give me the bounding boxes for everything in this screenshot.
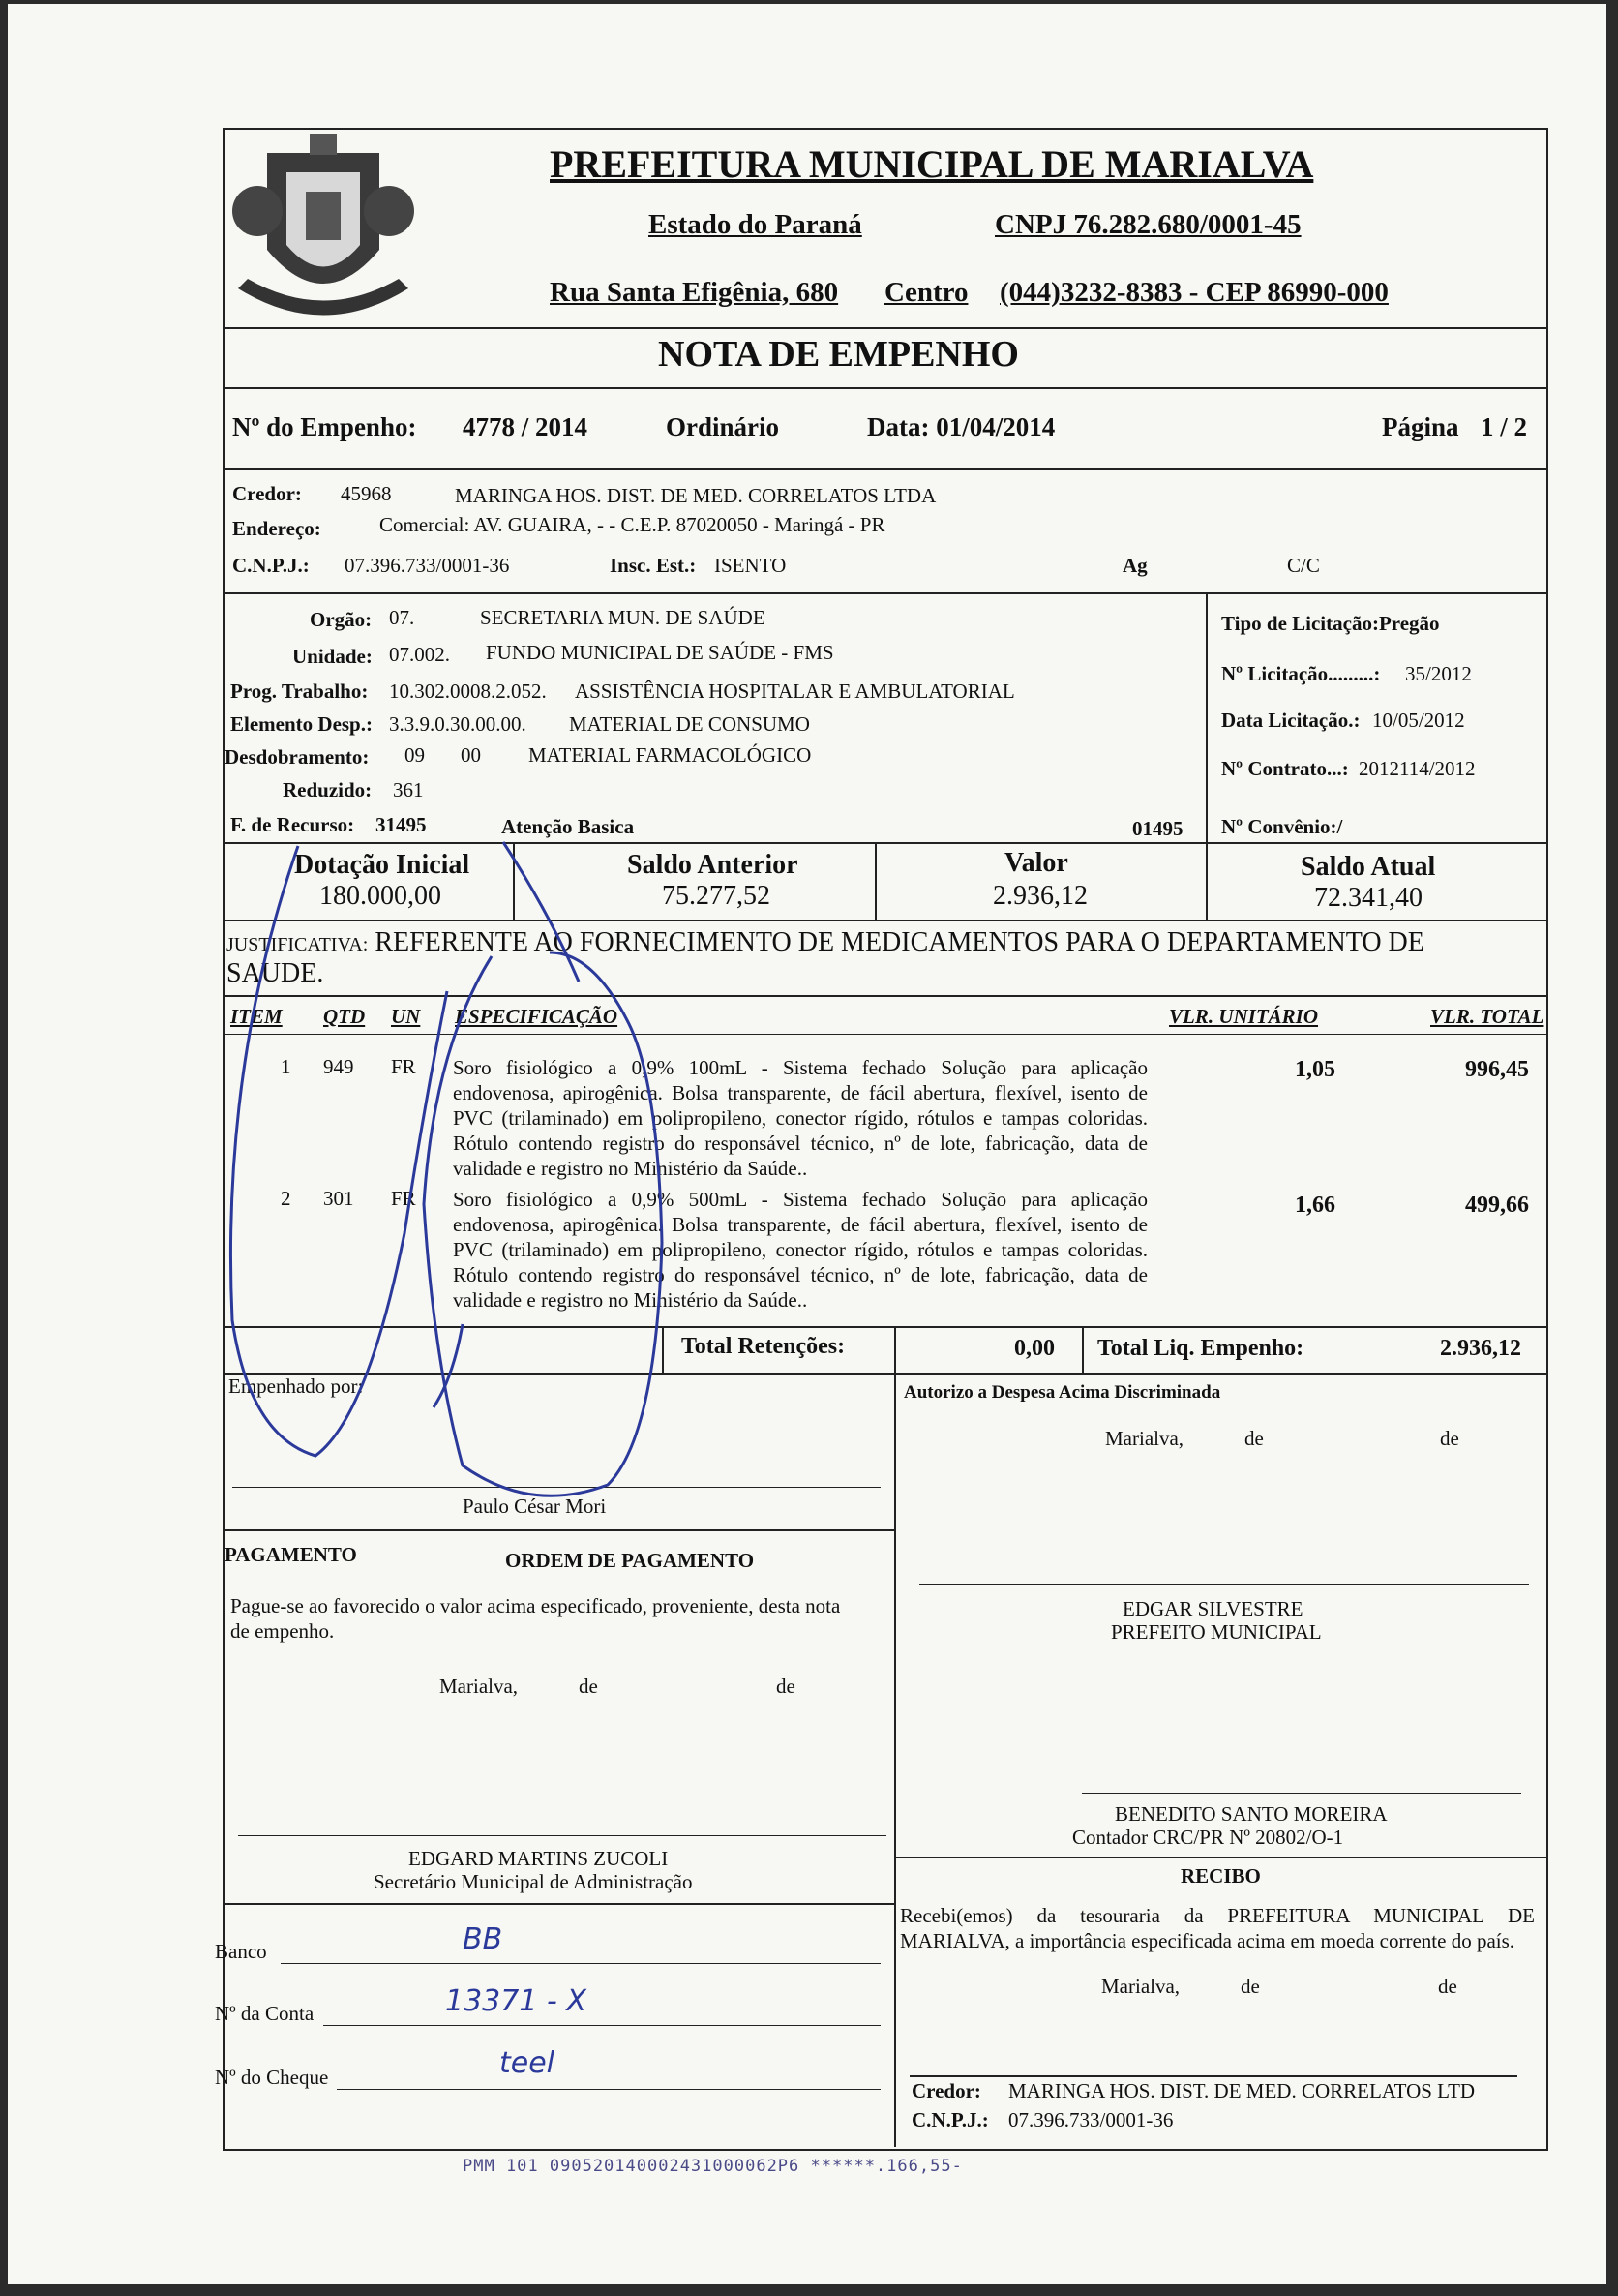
recibo-de: de	[1241, 1975, 1260, 1998]
document-page	[8, 4, 1606, 2284]
item-unit-value: 1,66	[1295, 1193, 1335, 1218]
empenhado-por-label: Empenhado por:	[228, 1375, 364, 1398]
dotacao-label: Dotação Inicial	[294, 850, 470, 880]
ie-label: Insc. Est.:	[610, 554, 697, 577]
pagamento-label: PAGAMENTO	[225, 1543, 357, 1566]
recurso-value: 31495	[375, 813, 427, 836]
unidade-code: 07.002.	[389, 643, 450, 666]
field-line	[281, 1963, 881, 1964]
item-number: 2	[281, 1187, 291, 1210]
licitacao-data: 10/05/2012	[1372, 709, 1465, 732]
empenho-type: Ordinário	[666, 412, 780, 441]
valor-value: 2.936,12	[993, 881, 1088, 911]
valor-label: Valor	[1004, 848, 1068, 878]
document-title: NOTA DE EMPENHO	[658, 334, 1019, 375]
divider	[513, 842, 515, 920]
empenhado-por-name: Paulo César Mori	[463, 1495, 607, 1518]
reduzido-label: Reduzido:	[283, 778, 373, 801]
item-total-value: 996,45	[1465, 1057, 1529, 1082]
pagamento-place: Marialva,	[439, 1675, 519, 1698]
prog-code: 10.302.0008.2.052.	[389, 680, 547, 703]
empenho-label: Nº do Empenho:	[232, 412, 417, 441]
cheque-value[interactable]: teel	[499, 2046, 555, 2080]
desdobramento-b: 00	[461, 743, 481, 767]
contador-name: BENEDITO SANTO MOREIRA	[1115, 1802, 1388, 1826]
convenio-label: Nº Convênio:/	[1221, 815, 1343, 838]
unidade-label: Unidade:	[292, 645, 373, 668]
credor-cnpj: 07.396.733/0001-36	[345, 554, 510, 577]
signature-line	[910, 2075, 1517, 2077]
saldo-atual-label: Saldo Atual	[1301, 852, 1436, 882]
prefeito-title: PREFEITO MUNICIPAL	[1111, 1620, 1322, 1644]
pagamento-de-2: de	[776, 1675, 795, 1698]
adm-title: Secretário Municipal de Administração	[374, 1870, 693, 1893]
saldo-anterior-value: 75.277,52	[662, 881, 770, 911]
col-vlr-unitario: VLR. UNITÁRIO	[1169, 1005, 1319, 1028]
justificativa-text: REFERENTE AO FORNECIMENTO DE MEDICAMENTOS PARA O DEPARTAMENTO DE	[375, 927, 1424, 957]
divider	[875, 842, 877, 920]
conta-label: Nº da Conta	[215, 2002, 315, 2025]
signature-line	[919, 1584, 1529, 1585]
saldo-atual-value: 72.341,40	[1314, 883, 1423, 913]
credor-name: MARINGA HOS. DIST. DE MED. CORRELATOS LTDA	[455, 484, 937, 507]
divider	[223, 1373, 1548, 1375]
col-item: ITEM	[230, 1005, 283, 1028]
orgao-code: 07.	[389, 606, 415, 629]
tipo-licitacao: Tipo de Licitação:Pregão	[1221, 612, 1440, 635]
elemento-code: 3.3.9.0.30.00.00.	[389, 712, 526, 736]
retencoes-label: Total Retenções:	[681, 1334, 846, 1359]
retencoes-value: 0,00	[1014, 1336, 1055, 1361]
autorizo-de-2: de	[1440, 1427, 1459, 1450]
address-label: Endereço:	[232, 517, 321, 540]
divider	[223, 1903, 894, 1905]
col-especificacao: ESPECIFICAÇÃO	[455, 1005, 618, 1028]
recibo-cnpj-label: C.N.P.J.:	[912, 2108, 989, 2131]
desdobramento-a: 09	[404, 743, 425, 767]
field-line	[337, 2089, 881, 2090]
autorizo-de: de	[1244, 1427, 1264, 1450]
adm-name: EDGARD MARTINS ZUCOLI	[408, 1847, 669, 1870]
divider	[223, 920, 1548, 921]
page-label: Página	[1382, 412, 1459, 441]
unidade-name: FUNDO MUNICIPAL DE SAÚDE - FMS	[486, 641, 834, 664]
liquido-label: Total Liq. Empenho:	[1097, 1336, 1304, 1361]
cc-label: C/C	[1287, 554, 1320, 577]
pagamento-de: de	[579, 1675, 598, 1698]
divider	[894, 1326, 896, 1373]
credor-address: Comercial: AV. GUAIRA, - - C.E.P. 87020050 - Maringá - PR	[379, 513, 885, 536]
credor-code: 45968	[341, 482, 392, 505]
recurso-code: 01495	[1132, 817, 1184, 840]
signature-line	[232, 1487, 881, 1488]
dotacao-value: 180.000,00	[319, 881, 441, 911]
divider	[223, 1034, 1548, 1035]
reduzido-value: 361	[393, 778, 424, 801]
justificativa-text-2: SAUDE.	[226, 958, 324, 988]
recibo-cnpj: 07.396.733/0001-36	[1008, 2108, 1174, 2131]
orgao-name: SECRETARIA MUN. DE SAÚDE	[480, 606, 765, 629]
divider	[223, 387, 1548, 389]
city-address: Rua Santa Efigênia, 680	[550, 277, 839, 308]
recibo-de-2: de	[1438, 1975, 1457, 1998]
city-cnpj: CNPJ 76.282.680/0001-45	[995, 209, 1302, 240]
divider	[662, 1326, 664, 1373]
state-name: Estado do Paraná	[648, 209, 862, 240]
ie-value: ISENTO	[714, 554, 787, 577]
orgao-label: Orgão:	[310, 608, 373, 631]
banco-label: Banco	[215, 1940, 267, 1963]
city-phone-cep: (044)3232-8383 - CEP 86990-000	[1000, 277, 1389, 308]
credor-label: Credor:	[232, 482, 302, 505]
liquido-value: 2.936,12	[1440, 1336, 1521, 1361]
item-total-value: 499,66	[1465, 1193, 1529, 1218]
recurso-label: F. de Recurso:	[230, 813, 355, 836]
contador-title: Contador CRC/PR Nº 20802/O-1	[1072, 1826, 1344, 1849]
divider	[223, 327, 1548, 329]
divider	[223, 468, 1548, 470]
footer-code: PMM 101 090520140002431000062P6 ******.166,55-	[463, 2157, 963, 2176]
item-qtd: 949	[323, 1055, 354, 1078]
divider	[894, 1373, 896, 2147]
divider	[1206, 842, 1208, 920]
saldo-anterior-label: Saldo Anterior	[627, 850, 798, 880]
elemento-name: MATERIAL DE CONSUMO	[569, 712, 810, 736]
licitacao-num: 35/2012	[1405, 662, 1472, 685]
item-qtd: 301	[323, 1187, 354, 1210]
banco-value[interactable]: BB	[463, 1922, 503, 1956]
item-un: FR	[391, 1055, 416, 1078]
col-un: UN	[391, 1005, 421, 1028]
autorizo-text: Autorizo a Despesa Acima Discriminada	[904, 1382, 1221, 1403]
divider	[894, 1857, 1548, 1858]
justificativa-label: JUSTIFICATIVA:	[226, 934, 369, 955]
divider	[223, 1326, 1548, 1328]
ordem-pagamento-label: ORDEM DE PAGAMENTO	[505, 1549, 755, 1572]
autorizo-place: Marialva,	[1105, 1427, 1184, 1450]
city-district: Centro	[884, 277, 969, 308]
prog-label: Prog. Trabalho:	[230, 680, 369, 703]
divider	[223, 995, 1548, 997]
contrato-value: 2012114/2012	[1359, 757, 1476, 780]
cnpj-label: C.N.P.J.:	[232, 554, 310, 577]
cheque-label: Nº do Cheque	[215, 2066, 329, 2089]
signature-line	[238, 1835, 886, 1836]
desdobramento-name: MATERIAL FARMACOLÓGICO	[528, 743, 812, 767]
field-line	[323, 2025, 881, 2026]
empenho-number: 4778 / 2014	[463, 412, 588, 441]
licitacao-num-label: Nº Licitação.........:	[1221, 662, 1381, 685]
divider	[1206, 592, 1208, 842]
signature-line	[1082, 1793, 1521, 1794]
col-qtd: QTD	[323, 1005, 366, 1028]
recibo-text: Recebi(emos) da tesouraria da PREFEITURA MUNICIPAL DE MARIALVA, a importância especificada acima em moeda corrente do país.	[900, 1904, 1535, 1952]
page-title: PREFEITURA MUNICIPAL DE MARIALVA	[550, 142, 1314, 186]
empenho-date: Data: 01/04/2014	[867, 412, 1056, 441]
page-number: 1 / 2	[1481, 412, 1528, 441]
prefeito-name: EDGAR SILVESTRE	[1123, 1597, 1303, 1620]
recibo-place: Marialva,	[1101, 1975, 1181, 1998]
item-description: Soro fisiológico a 0,9% 500mL - Sistema fechado Solução para aplicação endovenosa, apirogênica. Bolsa transparente, de fácil abertura, flexível, isento de PVC (trilaminado) em polipropileno, conector rígido, rótulos e tampas coloridas. Rótulo contendo registro do responsável técnico, nº de lote, fabricação, data de validade e registro no Ministério da Saúde..	[453, 1188, 1148, 1312]
divider	[223, 842, 1548, 844]
recibo-credor-label: Credor:	[912, 2079, 981, 2102]
prog-name: ASSISTÊNCIA HOSPITALAR E AMBULATORIAL	[575, 680, 1015, 703]
recurso-name: Atenção Basica	[501, 815, 635, 838]
divider	[1082, 1326, 1084, 1373]
item-un: FR	[391, 1187, 416, 1210]
contrato-label: Nº Contrato...:	[1221, 757, 1349, 780]
desdobramento-label: Desdobramento:	[225, 745, 370, 769]
conta-value[interactable]: 13371 - X	[445, 1984, 586, 2018]
pagamento-text: Pague-se ao favorecido o valor acima especificado, proveniente, desta nota de empenho.	[230, 1594, 841, 1643]
recibo-label: RECIBO	[1181, 1864, 1261, 1888]
ag-label: Ag	[1123, 554, 1148, 577]
item-unit-value: 1,05	[1295, 1057, 1335, 1082]
col-vlr-total: VLR. TOTAL	[1430, 1005, 1544, 1028]
item-description: Soro fisiológico a 0,9% 100mL - Sistema fechado Solução para aplicação endovenosa, apirogênica. Bolsa transparente, de fácil abertura, flexível, isento de PVC (trilaminado) em polipropileno, conector rígido, rótulos e tampas coloridas. Rótulo contendo registro do responsável técnico, nº de lote, fabricação, data de validade e registro no Ministério da Saúde..	[453, 1056, 1148, 1180]
licitacao-data-label: Data Licitação.:	[1221, 709, 1361, 732]
recibo-credor: MARINGA HOS. DIST. DE MED. CORRELATOS LTD	[1008, 2079, 1476, 2102]
item-number: 1	[281, 1055, 291, 1078]
divider	[223, 1529, 894, 1531]
elemento-label: Elemento Desp.:	[230, 712, 373, 736]
divider	[223, 592, 1548, 594]
